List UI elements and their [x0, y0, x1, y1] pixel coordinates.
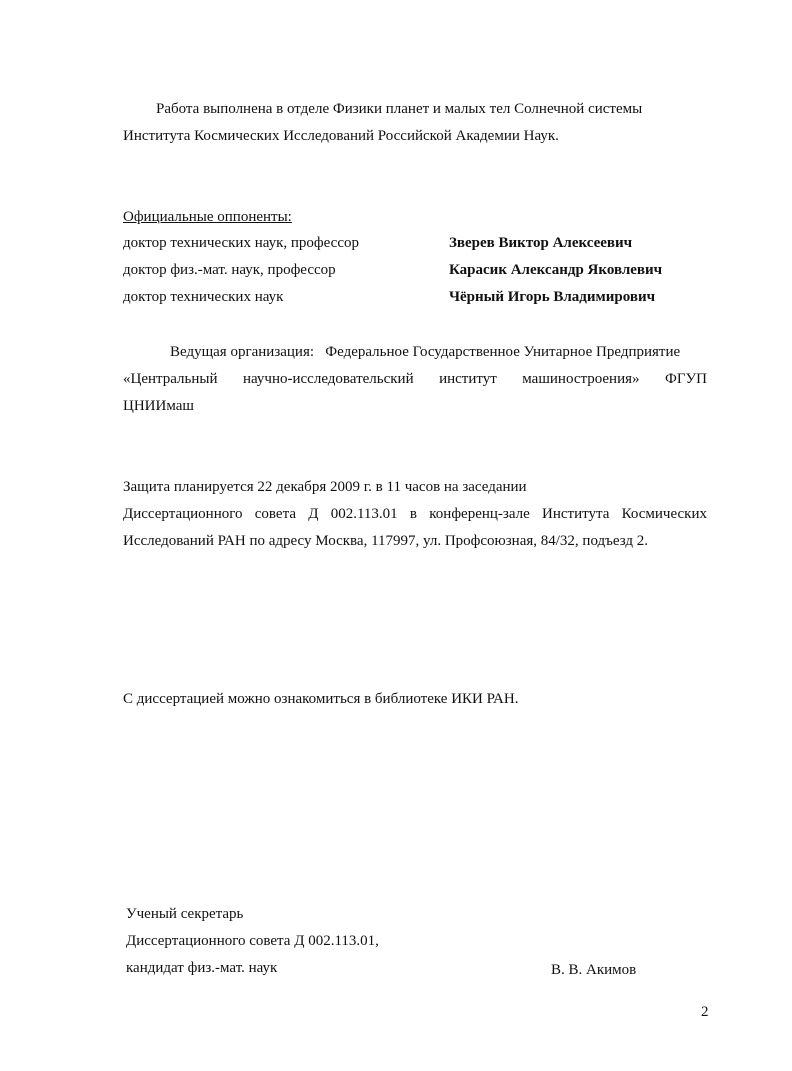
leading-org-word: машиностроения»: [522, 371, 640, 387]
defense-word: Диссертационного: [123, 506, 243, 522]
leading-org-word: «Центральный: [123, 371, 218, 387]
opponent-degree: доктор технических наук: [123, 289, 284, 305]
page-number: 2: [701, 1004, 709, 1020]
library-note: С диссертацией можно ознакомиться в библиотеке ИКИ РАН.: [123, 691, 519, 707]
defense-word: 002.113.01: [330, 506, 398, 522]
defense-word: Д: [308, 506, 319, 522]
defense-word: конференц-зале: [429, 506, 530, 522]
opponent-name: Зверев Виктор Алексеевич: [449, 235, 633, 251]
opponent-degree: доктор физ.-мат. наук, профессор: [123, 262, 336, 278]
defense-word: Института: [542, 506, 610, 522]
opponent-row: [123, 289, 683, 309]
leading-org-word: ФГУП: [665, 371, 707, 387]
defense-line-2: [123, 505, 707, 523]
leading-org-word: научно-исследовательский: [243, 371, 414, 387]
defense-word: Космических: [621, 506, 707, 522]
defense-word: в: [409, 506, 418, 522]
secretary-name: В. В. Акимов: [551, 962, 637, 978]
secretary-degree: кандидат физ.-мат. наук: [126, 960, 278, 976]
secretary-title: Ученый секретарь: [126, 906, 244, 922]
intro-line-2: Института Космических Исследований Российской Академии Наук.: [123, 128, 559, 144]
opponents-heading: Официальные оппоненты:: [123, 209, 292, 225]
leading-org-line-1: Ведущая организация: Федеральное Государственное Унитарное Предприятие: [170, 344, 681, 360]
opponent-name: Чёрный Игорь Владимирович: [449, 289, 656, 305]
defense-line-1: Защита планируется 22 декабря 2009 г. в 11 часов на заседании: [123, 479, 527, 495]
defense-line-3: Исследований РАН по адресу Москва, 117997, ул. Профсоюзная, 84/32, подъезд 2.: [123, 533, 649, 549]
leading-org-word: институт: [439, 371, 497, 387]
leading-org-line-3: ЦНИИмаш: [123, 398, 194, 414]
secretary-council: Диссертационного совета Д 002.113.01,: [126, 933, 379, 949]
leading-org-line-2: [123, 370, 707, 388]
opponent-degree: доктор технических наук, профессор: [123, 235, 360, 251]
intro-line-1: Работа выполнена в отделе Физики планет и малых тел Солнечной системы: [156, 101, 643, 117]
opponent-name: Карасик Александр Яковлевич: [449, 262, 663, 278]
opponent-row: [123, 262, 683, 282]
opponent-row: [123, 235, 683, 255]
defense-word: совета: [254, 506, 296, 522]
